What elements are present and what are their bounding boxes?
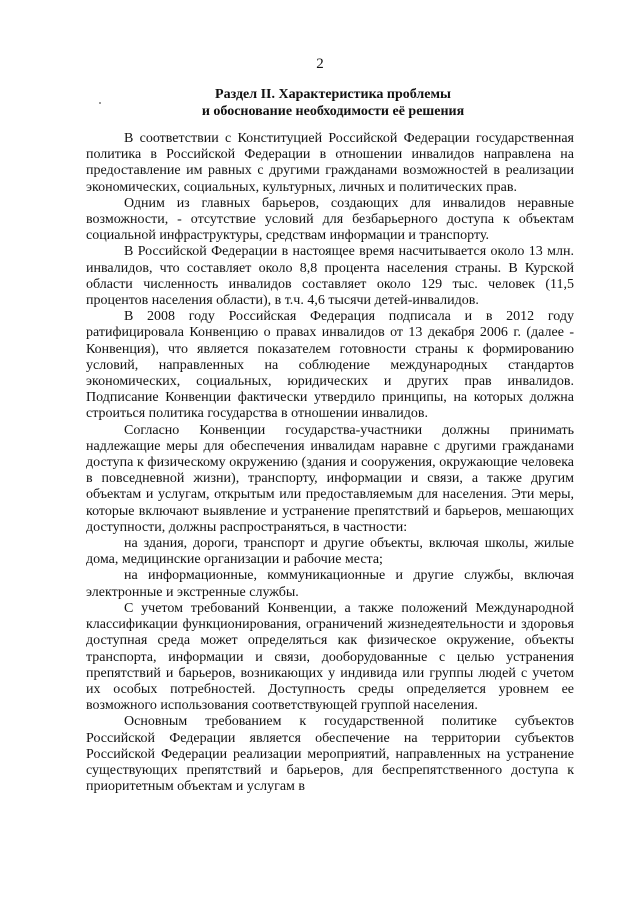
paragraph-main-requirement: Основным требованием к государственной политике субъектов Российской Федерации является обеспечение на территории субъектов Российской Федерации реализации мероприятий, направленных на устранение существующих препятствий и барьеров, для беспрепятственного доступа к приоритетным объектам и услугам в (86, 714, 574, 795)
section-heading-line-2: и обоснование необходимости её решения (201, 104, 465, 119)
paragraph-convention-ratification: В 2008 году Российская Федерация подписала и в 2012 году ратифицировала Конвенцию о правах инвалидов от 13 декабря 2006 г. (далее - Конвенция), что является показателем готовности страны к формированию условий, направленных на соблюдение международных стандартов экономических, социальных, юридических и других прав инвалидов. Подписание Конвенции фактически утвердило принципы, на которых должна строиться политика государства в отношении инвалидов. (86, 309, 574, 422)
section-heading (60, 86, 606, 120)
paragraph-list-services: на информационные, коммуникационные и другие службы, включая электронные и экстренные службы. (86, 568, 574, 600)
paragraph-list-buildings: на здания, дороги, транспорт и другие объекты, включая школы, жилые дома, медицинские организации и рабочие места; (86, 536, 574, 568)
paragraph-barriers: Одним из главных барьеров, создающих для инвалидов неравные возможности, - отсутствие условий для безбарьерного доступа к объектам социальной инфраструктуры, средствам информации и транспорту. (86, 195, 574, 244)
paragraph-statistics: В Российской Федерации в настоящее время насчитывается около 13 млн. инвалидов, что составляет около 8,8 процента населения страны. В Курской области численность инвалидов составляет около 129 тыс. человек (11,5 процентов населения области), в т.ч. 4,6 тысячи детей-инвалидов. (86, 244, 574, 309)
paragraph-accessible-environment: С учетом требований Конвенции, а также положений Международной классификации функционирования, ограничений жизнедеятельности и здоровья доступная среда может определяться как физическое окружение, объекты транспорта, информации и связи, дооборудованные с целью устранения препятствий и барьеров, возникающих у индивида или группы людей с учетом их особых потребностей. Доступность среды определяется уровнем ее возможного использования соответствующей группой населения. (86, 600, 574, 714)
paragraph-constitution: В соответствии с Конституцией Российской Федерации государственная политика в Российской Федерации в отношении инвалидов направлена на предоставление им равных с другими гражданами возможностей в реализации экономических, социальных, культурных, личных и политических прав. (86, 131, 574, 195)
body-text (86, 131, 574, 795)
paragraph-convention-measures: Согласно Конвенции государства-участники должны принимать надлежащие меры для обеспечения инвалидам наравне с другими гражданами доступа к физическому окружению (здания и сооружения, окружающие человека в повседневной жизни), транспорту, информации и связи, а также другим объектам и услугам, открытым или предоставляемым для населения. Эти меры, которые включают выявление и устранение препятствий и барьеров, мешающих доступности, должны распространяться, в частности: (86, 422, 574, 535)
page-number: 2 (316, 56, 324, 72)
section-heading-line-1: Раздел II. Характеристика проблемы (215, 87, 451, 102)
